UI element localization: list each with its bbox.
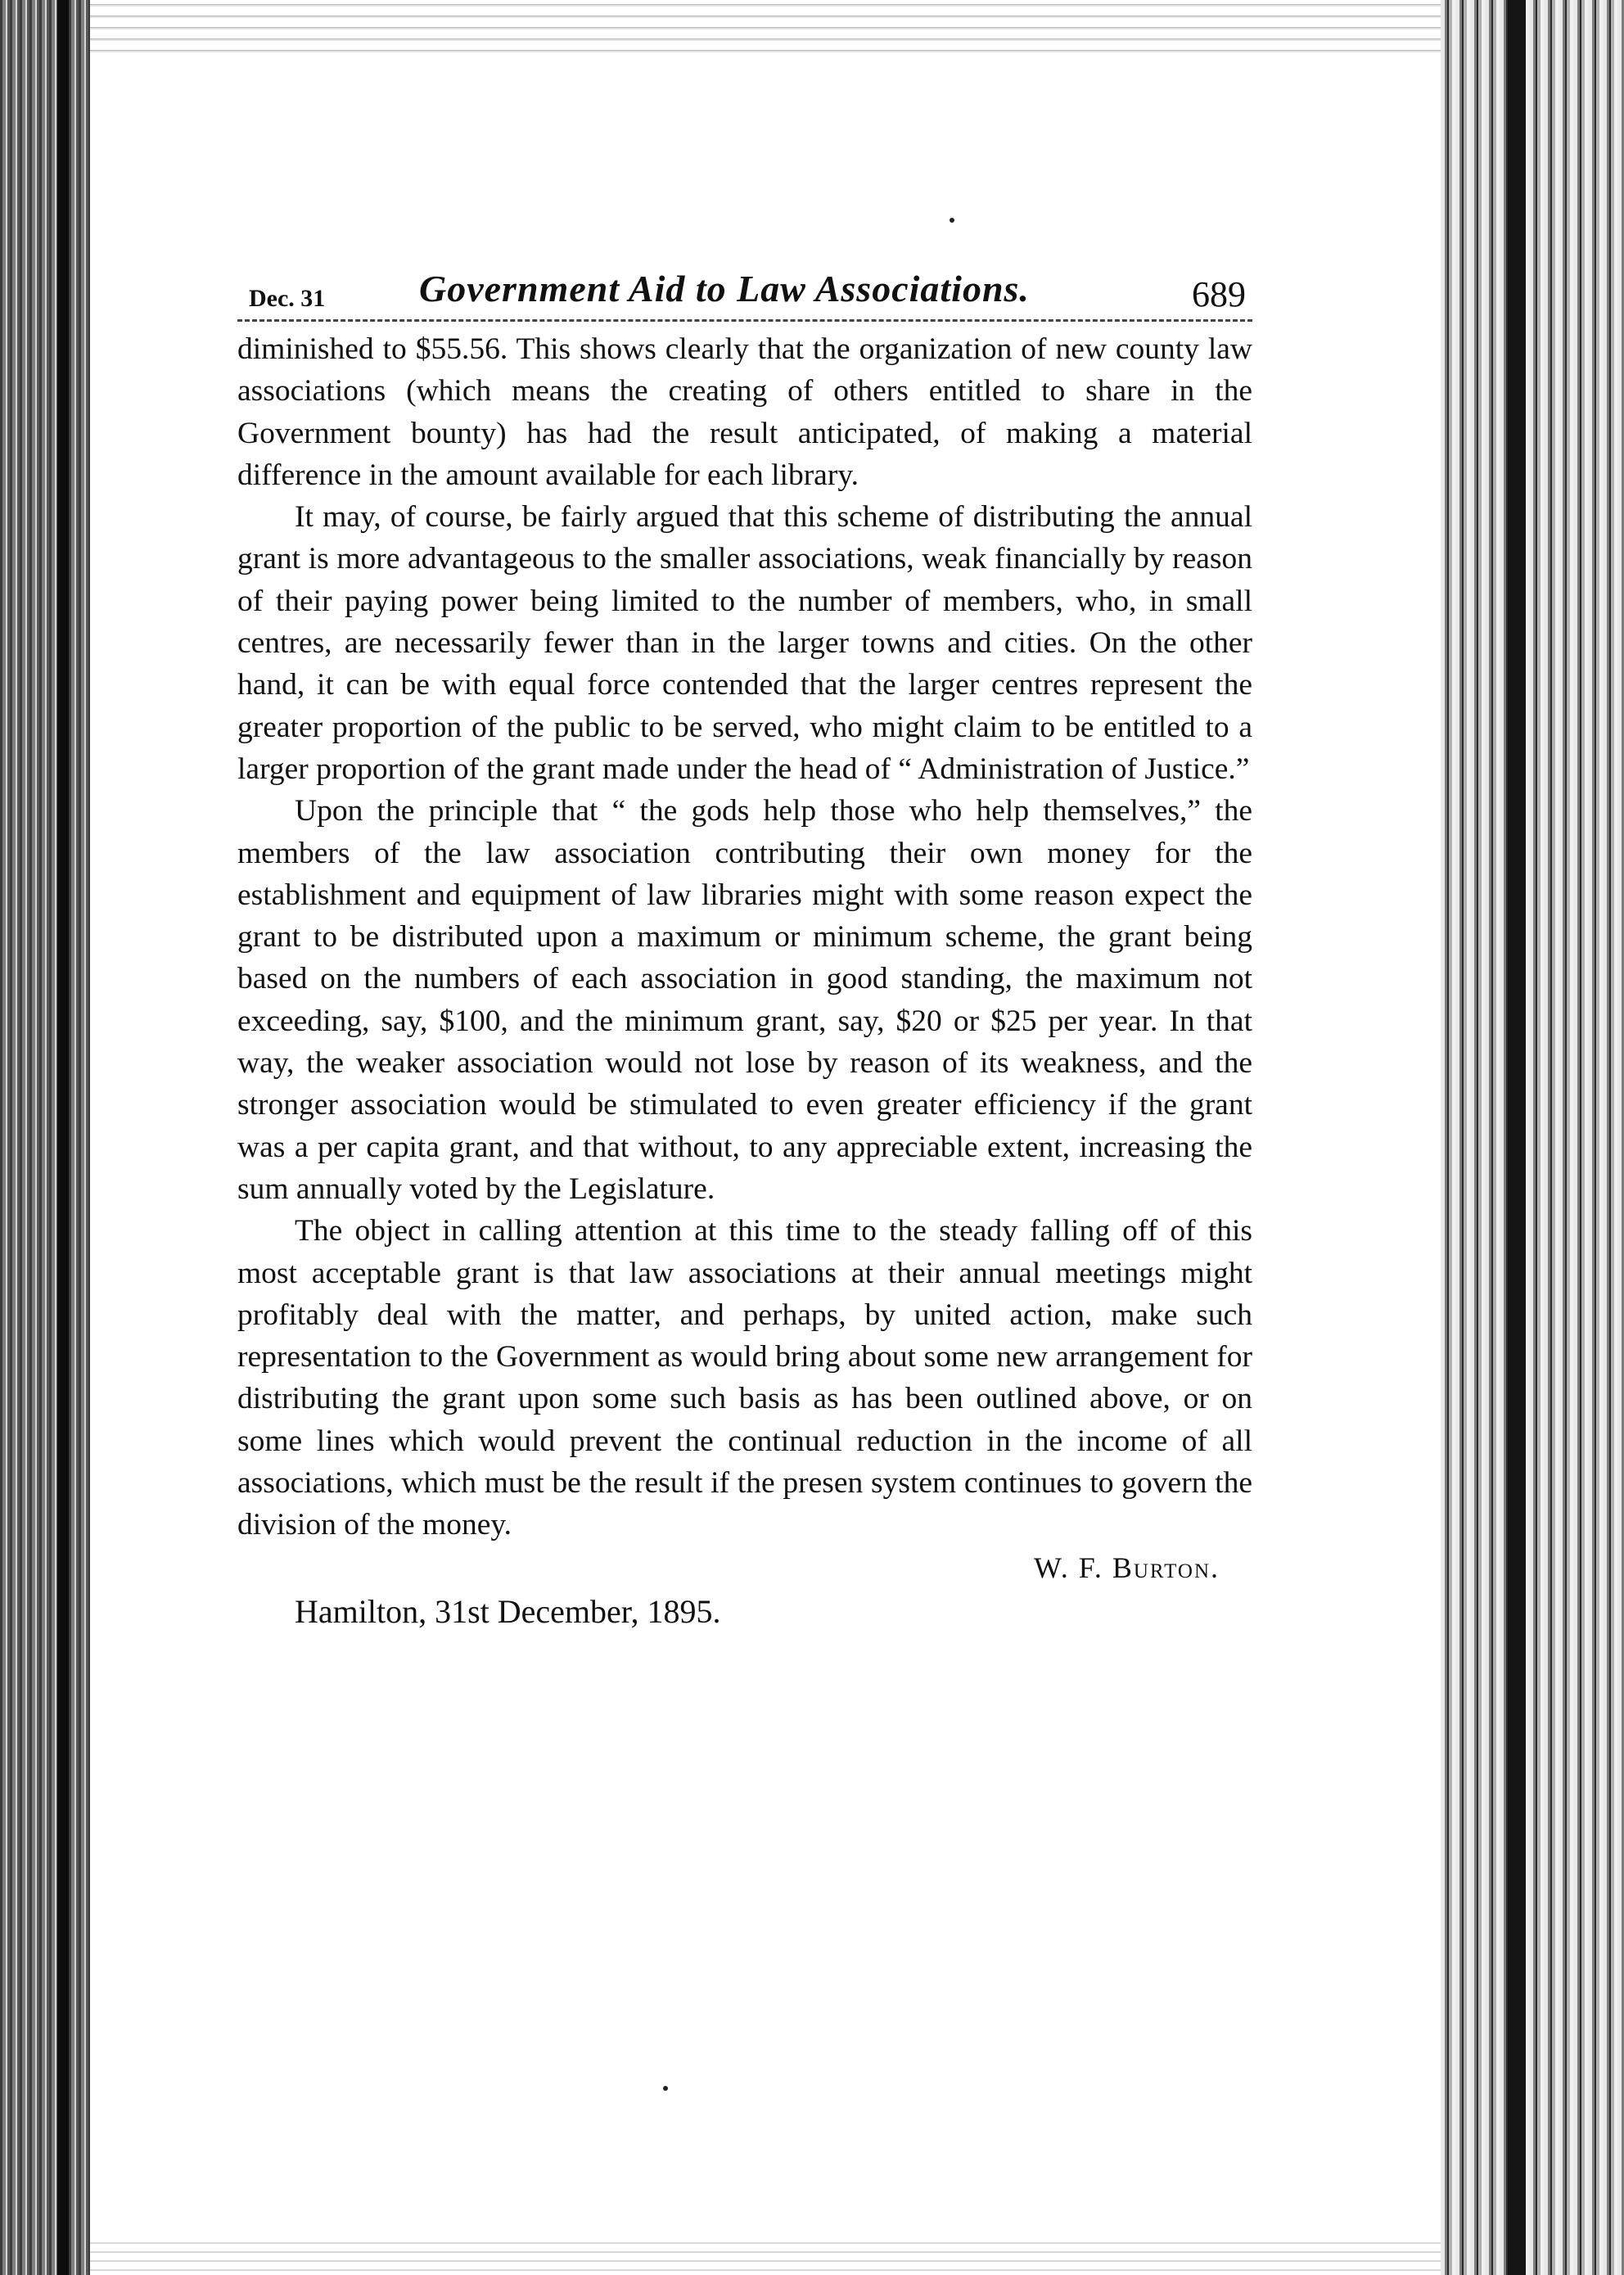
- running-head: [237, 262, 1252, 322]
- scan-speck: [663, 2086, 668, 2091]
- dateline: Hamilton, 31st December, 1895.: [295, 1592, 721, 1630]
- scan-speck: [950, 218, 954, 223]
- paragraph: diminished to $55.56. This shows clearly that the organization of new county law associations (which means the creating of others entitled to share in the Government bounty) has had the result anticipated, of making a material difference in the amount available for each library.: [237, 332, 1252, 492]
- paragraph: Upon the principle that “ the gods help those who help themselves,” the members of the law association contributing their own money for the establishment and equipment of law libraries might with some reason expect the grant to be distributed upon a maximum or minimum scheme, the grant being based on the numbers of each association in good standing, the maximum not exceeding, say, $100, and the minimum grant, say, $20 or $25 per year. In that way, the weaker association would not lose by reason of its weakness, and the stronger association would be stimulated to even greater efficiency if the grant was a per capita grant, and that without, to any appreciable extent, increasing the sum annually voted by the Legislature.: [237, 794, 1252, 1206]
- scan-bottom-edge: [90, 2242, 1441, 2275]
- paragraph: The object in calling attention at this time to the steady falling off of this most acceptable grant is that law associations at their annual meetings might profitably deal with the matter, and perhaps, by united action, make such representation to the Government as would bring about some new arrangement for distributing the grant upon some such basis as has been outlined above, or on some lines which would prevent the continual reduction in the income of all associations, which must be the result if the presen system continues to govern the division of the money.: [237, 1214, 1252, 1542]
- scan-page-stack-shadow: [1508, 0, 1526, 2275]
- scan-left-edge: [0, 0, 90, 2275]
- paragraph: It may, of course, be fairly argued that this scheme of distributing the annual grant is more advantageous to the smaller associations, weak financially by reason of their paying power being limited to the number of members, who, in small centres, are necessarily fewer than in the larger towns and cities. On the other hand, it can be with equal force contended that the larger centres represent the greater proportion of the public to be served, who might claim to be entitled to a larger proportion of the grant made under the head of “ Administration of Justice.”: [237, 500, 1252, 786]
- article-body: [237, 328, 1252, 1546]
- running-head-title: Government Aid to Law Associations.: [419, 268, 1030, 309]
- scan-binding-shadow: [57, 0, 69, 2275]
- page-number: 689: [1192, 274, 1246, 314]
- running-head-date: Dec. 31: [249, 285, 326, 312]
- scan-top-edge: [90, 0, 1441, 57]
- document-page: [237, 262, 1252, 1635]
- author-signature: [237, 1546, 1252, 1589]
- scan-right-edge: [1441, 0, 1624, 2275]
- author-name: W. F. Burton.: [1034, 1551, 1220, 1584]
